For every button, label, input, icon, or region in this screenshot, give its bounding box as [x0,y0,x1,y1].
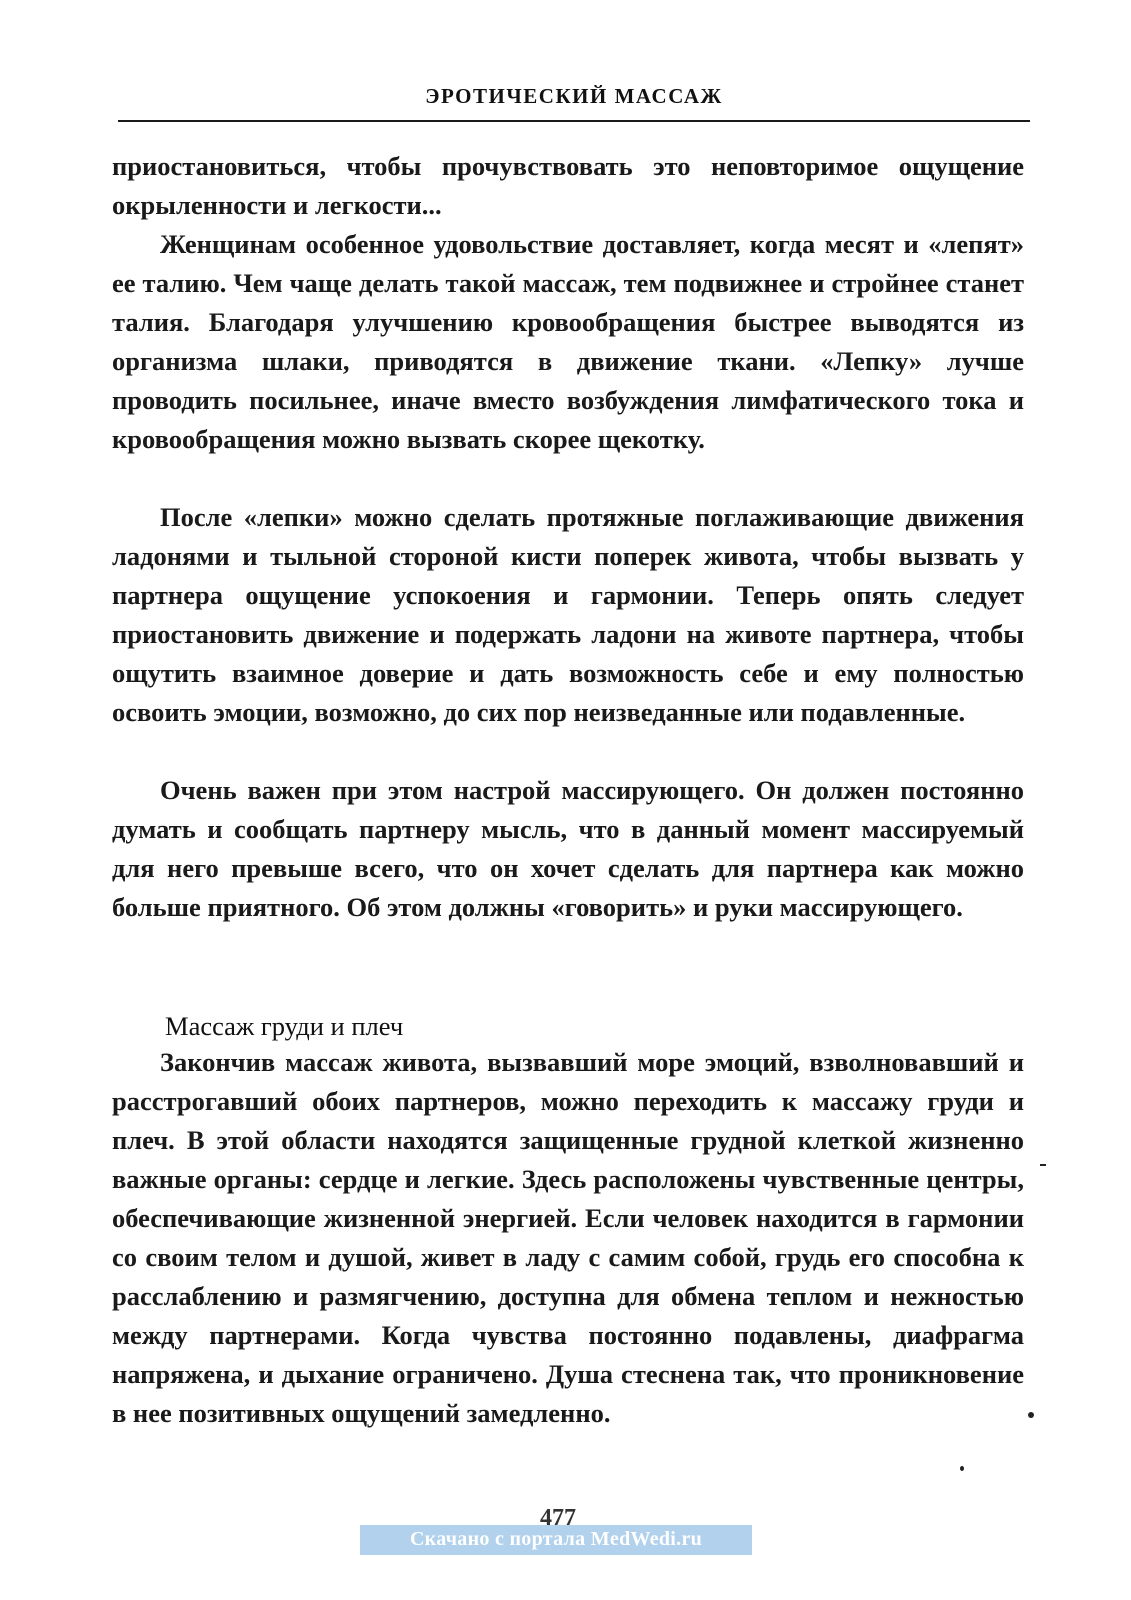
watermark-text: Скачано с портала MedWedi.ru [409,1528,703,1550]
header-rule [118,120,1030,122]
running-header: ЭРОТИЧЕСКИЙ МАССАЖ [425,84,723,108]
scan-speck [1028,1412,1034,1418]
section-paragraph: Закончив массаж живота, вызвавший море эмоций, взволновавший и расстрогавший обоих партнеров, можно переходить к массажу груди и плеч. В этой области находятся защищенные грудной клеткой жизненно важные органы: сердце и легкие. Здесь расположены чувственные центры, обеспечивающие жизненной энергией. Если человек находится в гармонии со своим телом и душой, живет в ладу с самим собой, грудь его способна к расслаблению и размягчению, доступна для обмена теплом и нежностью между партнерами. Когда чувства постоянно подавлены, диафрагма напряжена, и дыхание ограничено. Душа стеснена так, что проникновение в нее позитивных ощущений замедленно. [112,1047,1024,1428]
paragraph-1: приостановиться, чтобы прочувствовать это неповторимое ощущение окрыленности и легкости... [112,151,1024,220]
paragraph-3: После «лепки» можно сделать протяжные поглаживающие движения ладонями и тыльной стороной кисти поперек живота, чтобы вызвать у партнера ощущение успокоения и гармонии. Теперь опять следует приостановить движение и подержать ладони на животе партнера, чтобы ощутить взаимное доверие и дать возможность себе и ему полностью освоить эмоции, возможно, до сих пор неизведанные или подавленные. [112,502,1024,727]
page-number: 477 [540,1505,576,1531]
section-heading: Массаж груди и плеч [165,1011,404,1041]
paragraph-4: Очень важен при этом настрой массирующего. Он должен постоянно думать и сообщать партнеру мысль, что в данный момент массируемый для него превыше всего, что он хочет сделать для партнера как можно больше приятного. Об этом должны «говорить» и руки массирующего. [112,775,1024,922]
scan-speck [1040,1164,1046,1166]
scan-speck [960,1466,964,1471]
paragraph-2: Женщинам особенное удовольствие доставляет, когда месят и «лепят» ее талию. Чем чаще делать такой массаж, тем подвижнее и стройнее станет талия. Благодаря улучшению кровообращения быстрее выводятся из организма шлаки, приводятся в движение ткани. «Лепку» лучше проводить посильнее, иначе вместо возбуждения лимфатического тока и кровообращения можно вызвать скорее щекотку. [112,229,1024,454]
